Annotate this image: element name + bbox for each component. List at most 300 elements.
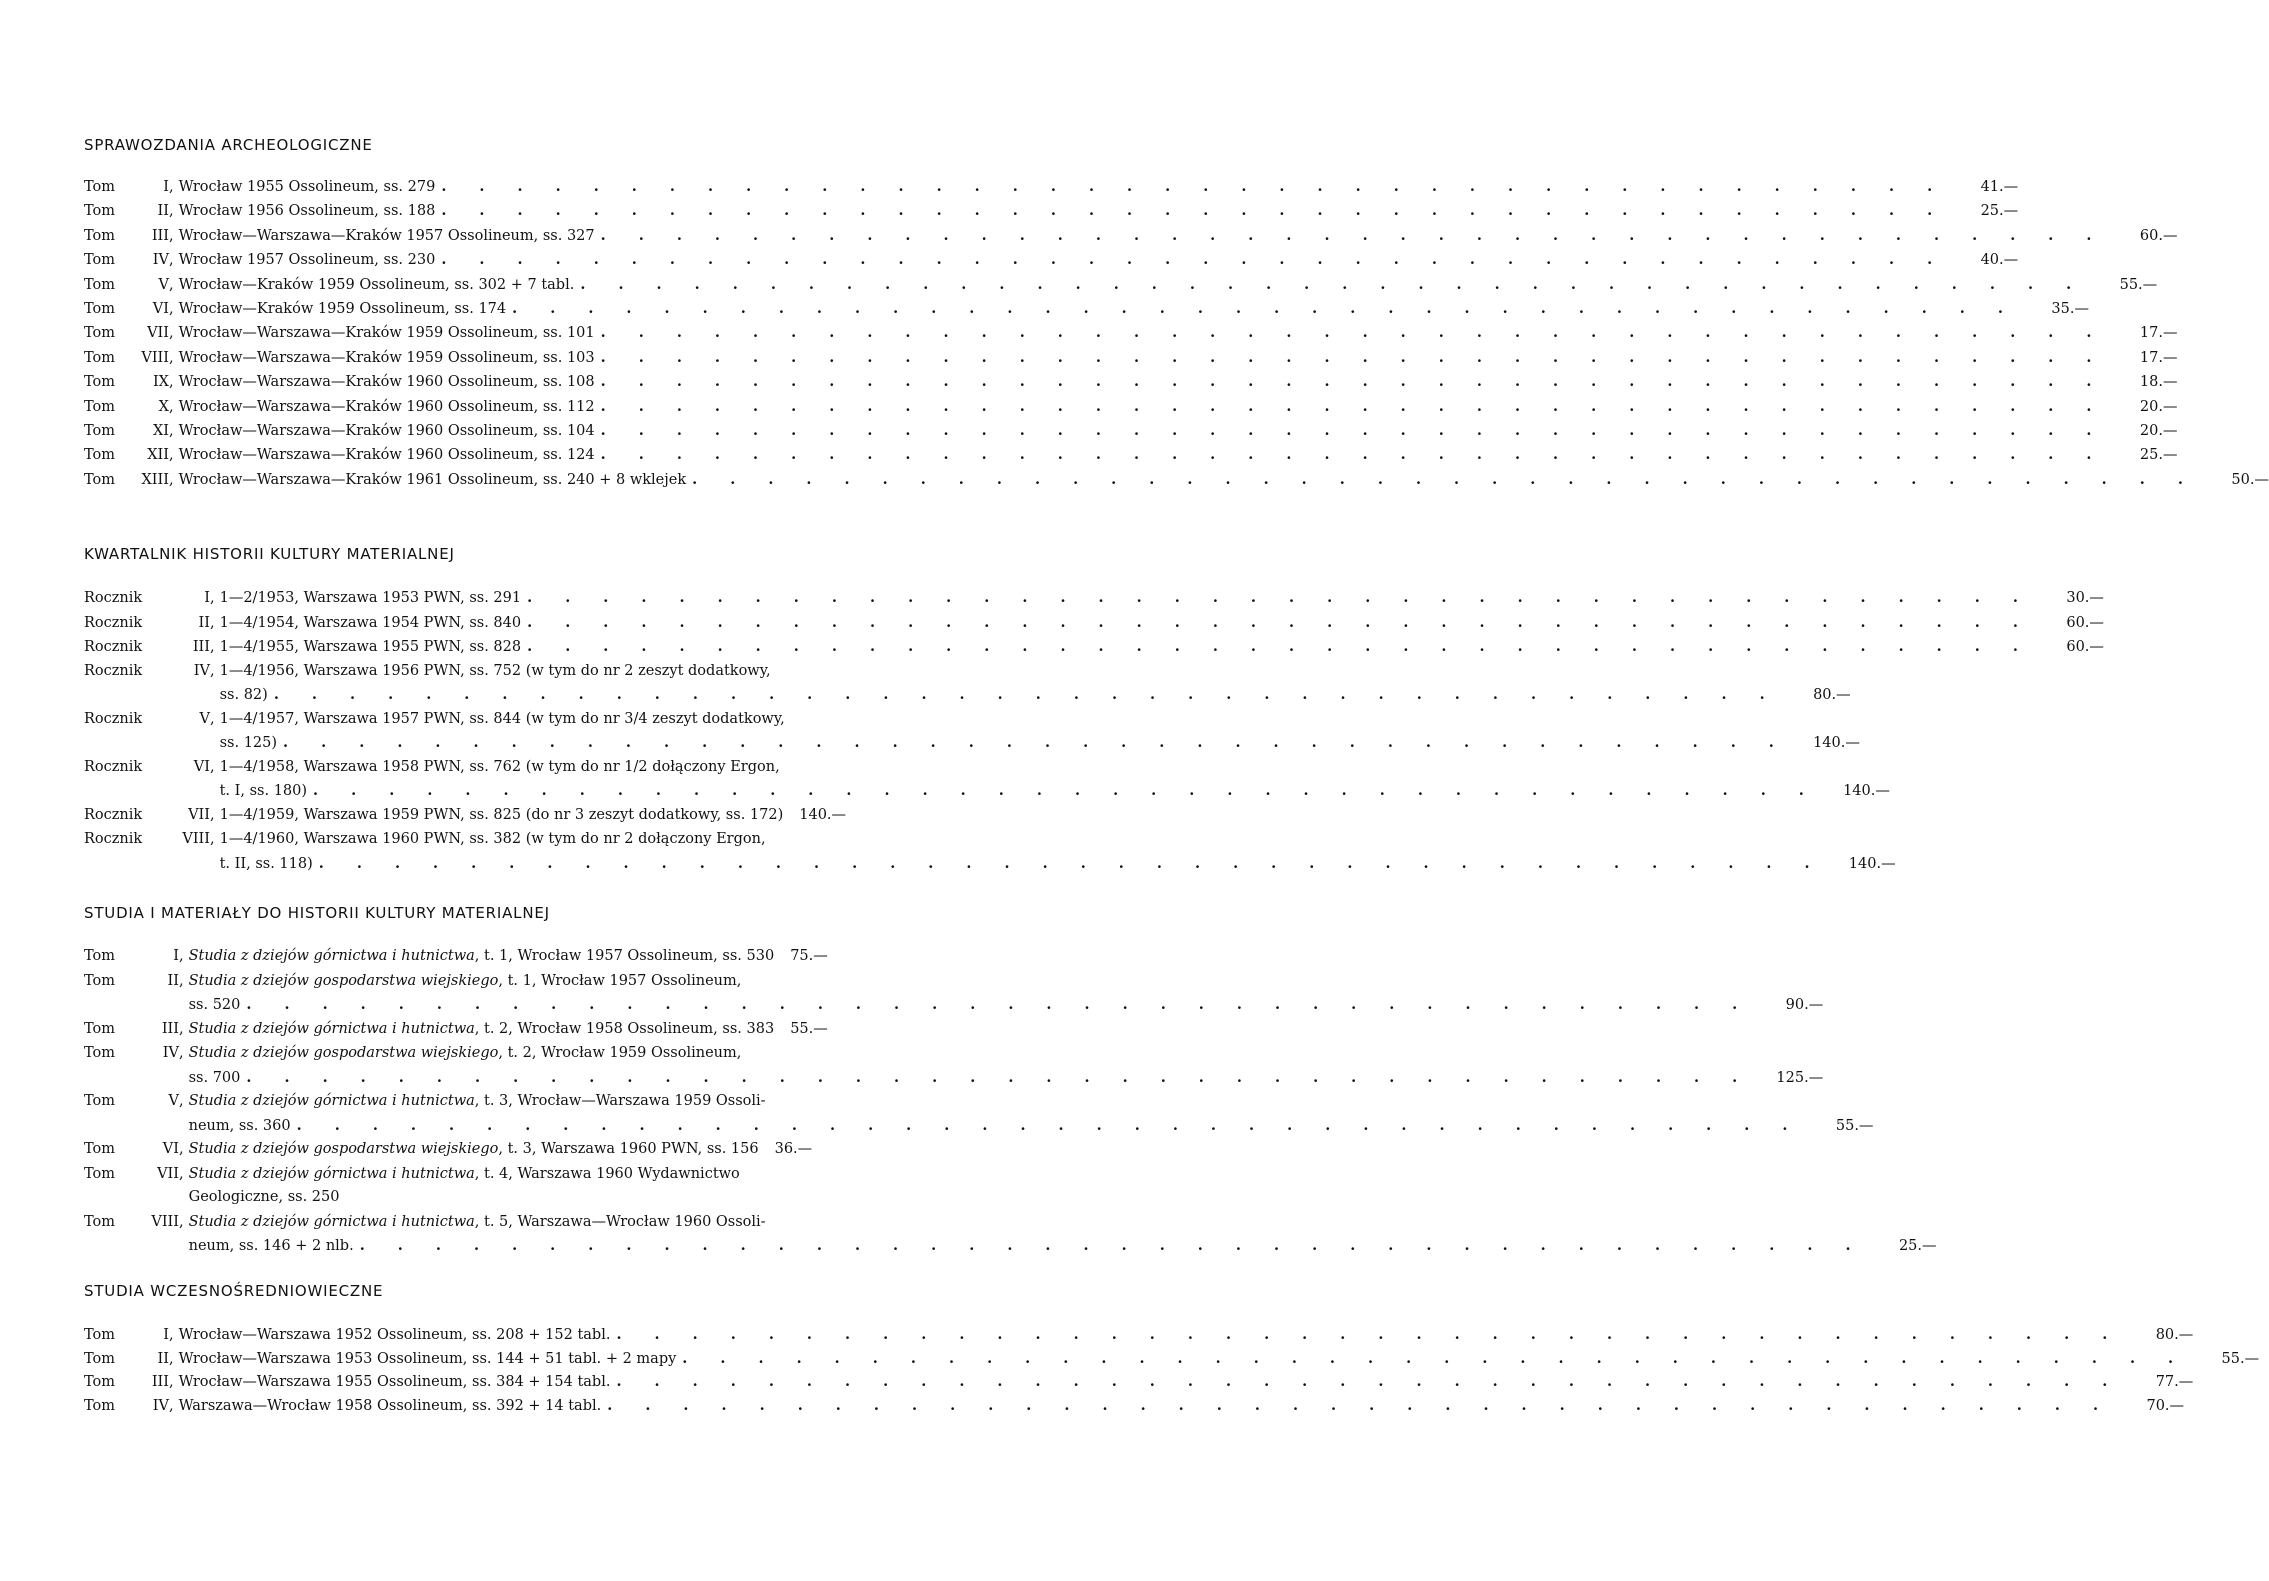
price: 125.— bbox=[1776, 1069, 1824, 1086]
leader-dots: . . . . . . . . . . . . . . . . . . . . . . . . . . . . . . . . . . . . . . . . bbox=[600, 226, 2106, 244]
entry-label: Tom bbox=[84, 300, 116, 317]
entry-text: ss. 125) bbox=[219, 735, 278, 751]
entry-list bbox=[84, 948, 1937, 1261]
catalog-entry bbox=[84, 807, 972, 831]
entry-line bbox=[220, 759, 972, 783]
entry-line bbox=[189, 948, 972, 972]
comma-separator: , bbox=[179, 1141, 184, 1157]
volume-number: V bbox=[199, 710, 210, 727]
volume-number: III bbox=[151, 1374, 169, 1390]
entry-label: Tom bbox=[84, 325, 116, 342]
volume-number: IV bbox=[162, 1045, 179, 1061]
entry-label: Rocznik bbox=[84, 590, 143, 606]
entry-label: Tom bbox=[84, 471, 116, 488]
entry-body bbox=[215, 831, 1896, 878]
comma-separator: , bbox=[169, 422, 174, 439]
entry-body bbox=[174, 446, 2178, 464]
entry-list bbox=[84, 1326, 2260, 1420]
price: 40.— bbox=[1980, 252, 2019, 269]
catalog-entry bbox=[84, 1373, 2194, 1397]
entry-label: Rocznik bbox=[84, 831, 143, 847]
comma-separator: , bbox=[179, 1093, 184, 1109]
entry-body bbox=[174, 373, 2178, 391]
volume-number: IV bbox=[152, 1397, 169, 1414]
volume-number: V bbox=[158, 276, 169, 293]
entry-text: Wrocław—Warszawa—Kraków 1960 Ossolineum, ss. 112 bbox=[178, 398, 595, 415]
entry-text: t. I, ss. 180) bbox=[219, 783, 308, 799]
entry-text: Wrocław 1956 Ossolineum, ss. 188 bbox=[178, 203, 436, 220]
catalog-entry bbox=[84, 446, 2178, 470]
volume-number: VII bbox=[157, 1165, 179, 1182]
comma-separator: , bbox=[169, 398, 174, 415]
leader-dots: . . . . . . . . . . . . . . . . . . . . . . . . . . . . . . . . . . . . . . . . bbox=[512, 299, 2017, 317]
price: 25.— bbox=[1980, 203, 2019, 220]
entry-line bbox=[178, 202, 2019, 220]
entry-body bbox=[174, 1326, 2194, 1350]
leader-dots: . . . . . . . . . . . . . . . . . . . . . . . . . . . . . . . . . . . . . . . . bbox=[441, 178, 1947, 195]
price: 50.— bbox=[2231, 471, 2269, 488]
entry-body bbox=[174, 348, 2178, 366]
comma-separator: , bbox=[210, 806, 215, 823]
entry-label: Rocznik bbox=[84, 758, 143, 775]
leader-dots: . . . . . . . . . . . . . . . . . . . . . . . . . . . . . . . . . . . . . . . . bbox=[313, 782, 1818, 799]
price: 36.— bbox=[774, 1141, 813, 1157]
entry-label: Rocznik bbox=[84, 710, 143, 727]
entry-text bbox=[189, 1045, 748, 1061]
entry-body bbox=[215, 662, 1851, 710]
entry-text bbox=[189, 1093, 772, 1109]
catalog-entry bbox=[84, 589, 2104, 613]
entry-text: 1—4/1954, Warszawa 1954 PWN, ss. 840 bbox=[219, 614, 522, 631]
volume-number: VI bbox=[162, 1141, 179, 1157]
price: 140.— bbox=[1848, 855, 1896, 872]
entry-body bbox=[215, 758, 1890, 806]
comma-separator: , bbox=[169, 1350, 174, 1367]
comma-separator: , bbox=[169, 349, 174, 366]
section-title: KWARTALNIK HISTORII KULTURY MATERIALNEJ bbox=[84, 545, 455, 563]
entry-body bbox=[215, 807, 972, 831]
entry-body bbox=[174, 397, 2178, 415]
entry-body bbox=[174, 202, 2019, 220]
entry-text: Wrocław 1955 Ossolineum, ss. 279 bbox=[178, 179, 436, 195]
entry-list bbox=[84, 178, 2269, 495]
comma-separator: , bbox=[169, 252, 174, 269]
price: 77.— bbox=[2155, 1374, 2194, 1390]
series-title: Studia z dziejów górnictwa i hutnictwa bbox=[188, 1213, 475, 1230]
volume-number: I bbox=[163, 1327, 169, 1343]
catalog-entry bbox=[84, 202, 2019, 226]
entry-text: 1—2/1953, Warszawa 1953 PWN, ss. 291 bbox=[219, 590, 522, 606]
entry-text: Wrocław—Warszawa—Kraków 1959 Ossolineum, ss. 101 bbox=[178, 325, 595, 342]
entry-line bbox=[189, 973, 972, 997]
catalog-entry bbox=[84, 470, 2269, 495]
entry-label: Tom bbox=[84, 1327, 116, 1343]
entry-text: Wrocław—Warszawa—Kraków 1961 Ossolineum, ss. 240 + 8 wklejek bbox=[178, 471, 687, 488]
catalog-entry bbox=[84, 1166, 972, 1213]
leader-dots: . . . . . . . . . . . . . . . . . . . . . . . . . . . . . . . . . . . . . . . . bbox=[600, 373, 2106, 391]
entry-details: , t. 2, Wrocław 1959 Ossolineum, bbox=[498, 1045, 742, 1061]
comma-separator: , bbox=[179, 972, 184, 989]
entry-body bbox=[184, 972, 1824, 1020]
section-title: SPRAWOZDANIA ARCHEOLOGICZNE bbox=[84, 136, 373, 154]
comma-separator: , bbox=[179, 1020, 184, 1037]
catalog-entry bbox=[84, 324, 2178, 348]
entry-line-continued bbox=[219, 686, 1851, 710]
entry-details: , t. 4, Warszawa 1960 Wydawnictwo bbox=[474, 1165, 740, 1182]
entry-line bbox=[178, 397, 2178, 415]
price: 30.— bbox=[2066, 590, 2104, 606]
entry-text: Wrocław—Warszawa—Kraków 1957 Ossolineum, ss. 327 bbox=[178, 227, 595, 244]
entry-line bbox=[178, 373, 2178, 391]
entry-text: neum, ss. 146 + 2 nlb. bbox=[188, 1238, 354, 1254]
leader-dots: . . . . . . . . . . . . . . . . . . . . . . . . . . . . . . . . . . . . . . . . bbox=[527, 638, 2032, 655]
volume-number: VIII bbox=[141, 349, 169, 366]
price: 60.— bbox=[2066, 614, 2104, 631]
catalog-entry bbox=[84, 348, 2178, 373]
entry-line-continued bbox=[219, 734, 1860, 758]
catalog-entry bbox=[84, 178, 2019, 202]
entry-body bbox=[174, 1373, 2194, 1397]
entry-line bbox=[189, 1093, 972, 1117]
entry-text: Wrocław—Warszawa—Kraków 1960 Ossolineum, ss. 104 bbox=[178, 422, 595, 439]
comma-separator: , bbox=[210, 758, 215, 775]
entry-line bbox=[220, 831, 972, 855]
volume-number: VIII bbox=[151, 1213, 179, 1230]
entry-text: ss. 82) bbox=[219, 687, 268, 703]
leader-dots: . . . . . . . . . . . . . . . . . . . . . . . . . . . . . . . . . . . . . . . . bbox=[607, 1396, 2113, 1414]
comma-separator: , bbox=[179, 1213, 184, 1230]
leader-dots: . . . . . . . . . . . . . . . . . . . . . . . . . . . . . . . . . . . . . . . . bbox=[246, 996, 1752, 1013]
leader-dots: . . . . . . . . . . . . . . . . . . . . . . . . . . . . . . . . . . . . . . . . bbox=[682, 1349, 2188, 1367]
entry-line bbox=[220, 711, 972, 735]
comma-separator: , bbox=[210, 662, 215, 679]
series-title: Studia z dziejów górnictwa i hutnictwa bbox=[188, 948, 475, 964]
entry-details: , t. 3, Wrocław—Warszawa 1959 Ossoli- bbox=[474, 1093, 766, 1109]
catalog-entry bbox=[84, 421, 2178, 446]
comma-separator: , bbox=[169, 276, 174, 293]
entry-text: 1—4/1955, Warszawa 1955 PWN, ss. 828 bbox=[219, 639, 522, 655]
entry-body bbox=[174, 1396, 2185, 1421]
leader-dots: . . . . . . . . . . . . . . . . . . . . . . . . . . . . . . . . . . . . . . . . bbox=[283, 734, 1788, 751]
entry-label: Rocznik bbox=[84, 806, 143, 823]
entry-text bbox=[189, 948, 781, 964]
price: 140.— bbox=[799, 806, 847, 823]
entry-text: Wrocław—Warszawa—Kraków 1960 Ossolineum, ss. 108 bbox=[178, 374, 595, 391]
catalog-entry bbox=[84, 397, 2178, 422]
volume-number: V bbox=[168, 1093, 179, 1109]
comma-separator: , bbox=[210, 614, 215, 631]
comma-separator: , bbox=[169, 374, 174, 391]
leader-dots: . . . . . . . . . . . . . . . . . . . . . . . . . . . . . . . . . . . . . . . . bbox=[318, 854, 1824, 872]
entry-line bbox=[189, 1045, 972, 1069]
catalog-entry bbox=[84, 638, 2104, 662]
price: 20.— bbox=[2139, 422, 2178, 439]
volume-number: II bbox=[157, 203, 169, 220]
entry-details: , t. 1, Wrocław 1957 Ossolineum, bbox=[498, 972, 742, 989]
entry-text: Wrocław—Kraków 1959 Ossolineum, ss. 302 + 7 tabl. bbox=[178, 276, 575, 293]
price: 80.— bbox=[2155, 1327, 2194, 1343]
entry-line bbox=[178, 1349, 2260, 1374]
entry-label: Tom bbox=[84, 179, 116, 195]
catalog-entry bbox=[84, 1396, 2185, 1421]
comma-separator: , bbox=[210, 831, 215, 847]
catalog-entry bbox=[84, 251, 2019, 275]
entry-line bbox=[219, 613, 2104, 638]
catalog-entry bbox=[84, 299, 2089, 324]
leader-dots: . . . . . . . . . . . . . . . . . . . . . . . . . . . . . . . . . . . . . . . . bbox=[616, 1326, 2122, 1343]
entry-body bbox=[184, 1141, 972, 1165]
entry-label: Tom bbox=[84, 349, 116, 366]
entry-body bbox=[184, 1093, 1874, 1140]
entry-label: Tom bbox=[84, 972, 116, 989]
entry-text: Warszawa—Wrocław 1958 Ossolineum, ss. 392 + 14 tabl. bbox=[178, 1397, 602, 1414]
volume-number: XII bbox=[147, 447, 169, 464]
entry-line bbox=[189, 1021, 972, 1045]
price: 80.— bbox=[1813, 687, 1851, 703]
volume-number: II bbox=[167, 972, 179, 989]
entry-line bbox=[178, 470, 2269, 488]
comma-separator: , bbox=[169, 203, 174, 220]
entry-body bbox=[174, 226, 2178, 244]
entry-text bbox=[189, 1166, 746, 1182]
entry-line bbox=[220, 663, 972, 687]
entry-label: Tom bbox=[84, 252, 116, 269]
entry-label: Tom bbox=[84, 1045, 116, 1061]
comma-separator: , bbox=[169, 1397, 174, 1414]
entry-line bbox=[178, 348, 2178, 366]
entry-body bbox=[174, 275, 2158, 293]
catalog-entry bbox=[84, 1021, 972, 1045]
catalog-entry bbox=[84, 1045, 1824, 1092]
entry-label: Rocznik bbox=[84, 662, 143, 679]
catalog-entry bbox=[84, 613, 2104, 638]
volume-number: III bbox=[151, 227, 169, 244]
comma-separator: , bbox=[179, 1045, 184, 1061]
price: 55.— bbox=[790, 1020, 828, 1037]
price: 60.— bbox=[2139, 227, 2178, 244]
entry-body bbox=[184, 948, 972, 972]
entry-body bbox=[184, 1021, 972, 1045]
series-title: Studia z dziejów gospodarstwa wiejskiego bbox=[188, 1141, 499, 1157]
price: 25.— bbox=[1898, 1238, 1937, 1254]
catalog-entry bbox=[84, 758, 1890, 806]
entry-label: Tom bbox=[84, 1213, 116, 1230]
catalog-entry bbox=[84, 1141, 972, 1165]
entry-details: , t. 5, Warszawa—Wrocław 1960 Ossoli- bbox=[474, 1213, 766, 1230]
entry-label: Rocznik bbox=[84, 614, 143, 631]
entry-text: neum, ss. 360 bbox=[188, 1117, 291, 1134]
leader-dots: . . . . . . . . . . . . . . . . . . . . . . . . . . . . . . . . . . . . . . . . bbox=[616, 1373, 2122, 1390]
comma-separator: , bbox=[169, 1327, 174, 1343]
volume-number: II bbox=[198, 614, 210, 631]
comma-separator: , bbox=[210, 639, 215, 655]
price: 17.— bbox=[2139, 325, 2178, 342]
entry-line bbox=[178, 226, 2178, 244]
entry-text: ss. 700 bbox=[188, 1069, 241, 1086]
entry-line bbox=[219, 589, 2104, 613]
price: 90.— bbox=[1785, 997, 1824, 1013]
catalog-entry bbox=[84, 710, 1860, 758]
volume-number: XIII bbox=[141, 471, 169, 488]
price: 55.— bbox=[1835, 1117, 1874, 1134]
volume-number: VI bbox=[152, 300, 169, 317]
volume-number: VII bbox=[188, 806, 210, 823]
price: 20.— bbox=[2139, 398, 2178, 415]
entry-body bbox=[184, 1045, 1824, 1092]
price: 41.— bbox=[1980, 179, 2019, 195]
entry-label: Tom bbox=[84, 447, 116, 464]
entry-text: ss. 520 bbox=[188, 997, 241, 1013]
entry-text: 1—4/1956, Warszawa 1956 PWN, ss. 752 (w tym do nr 2 zeszyt dodatkowy, bbox=[219, 662, 771, 679]
entry-label: Tom bbox=[84, 422, 116, 439]
entry-body bbox=[184, 1166, 972, 1213]
volume-number: X bbox=[158, 398, 169, 415]
entry-line bbox=[178, 324, 2178, 342]
volume-number: I bbox=[173, 948, 179, 964]
entry-body bbox=[184, 1213, 1937, 1261]
volume-number: VII bbox=[147, 325, 169, 342]
price: 25.— bbox=[2139, 447, 2178, 464]
entry-label: Tom bbox=[84, 1020, 116, 1037]
leader-dots: . . . . . . . . . . . . . . . . . . . . . . . . . . . . . . . . . . . . . . . . bbox=[600, 324, 2106, 342]
entry-label: Tom bbox=[84, 374, 116, 391]
section-title: STUDIA I MATERIAŁY DO HISTORII KULTURY MATERIALNEJ bbox=[84, 904, 550, 922]
comma-separator: , bbox=[169, 471, 174, 488]
entry-line bbox=[220, 807, 972, 831]
catalog-entry bbox=[84, 1093, 1874, 1140]
entry-body bbox=[215, 710, 1860, 758]
entry-body bbox=[215, 638, 2104, 662]
entry-line bbox=[178, 421, 2178, 439]
series-title: Studia z dziejów górnictwa i hutnictwa bbox=[188, 1165, 475, 1182]
leader-dots: . . . . . . . . . . . . . . . . . . . . . . . . . . . . . . . . . . . . . . . . bbox=[527, 613, 2032, 631]
comma-separator: , bbox=[169, 300, 174, 317]
entry-label: Tom bbox=[84, 1350, 116, 1367]
volume-number: III bbox=[192, 639, 210, 655]
entry-label: Tom bbox=[84, 398, 116, 415]
leader-dots: . . . . . . . . . . . . . . . . . . . . . . . . . . . . . . . . . . . . . . . . bbox=[600, 397, 2106, 415]
entry-line-continued bbox=[189, 1189, 972, 1213]
catalog-entry bbox=[84, 948, 972, 972]
entry-body bbox=[174, 421, 2178, 439]
section-studia-wczesnosredniowieczne bbox=[84, 1282, 2260, 1420]
entry-line-continued bbox=[219, 782, 1890, 806]
entry-body bbox=[174, 1349, 2260, 1374]
price: 140.— bbox=[1813, 735, 1860, 751]
entry-text: t. II, ss. 118) bbox=[219, 855, 313, 872]
entry-line-continued bbox=[188, 1237, 1937, 1261]
series-title: Studia z dziejów gospodarstwa wiejskiego bbox=[188, 1045, 499, 1061]
volume-number: IV bbox=[152, 252, 169, 269]
entry-body bbox=[215, 613, 2104, 638]
series-title: Studia z dziejów górnictwa i hutnictwa bbox=[188, 1093, 475, 1109]
catalog-entry bbox=[84, 226, 2178, 251]
catalog-entry bbox=[84, 1213, 1937, 1261]
series-title: Studia z dziejów górnictwa i hutnictwa bbox=[188, 1020, 475, 1037]
entry-text: Wrocław—Kraków 1959 Ossolineum, ss. 174 bbox=[178, 300, 507, 317]
entry-text bbox=[189, 1021, 781, 1037]
price: 75.— bbox=[790, 948, 828, 964]
entry-text: Wrocław 1957 Ossolineum, ss. 230 bbox=[178, 252, 436, 269]
price: 18.— bbox=[2139, 374, 2178, 391]
entry-text bbox=[189, 1141, 765, 1157]
entry-line bbox=[189, 1214, 972, 1238]
entry-line bbox=[178, 446, 2178, 464]
entry-label: Tom bbox=[84, 1374, 116, 1390]
entry-line bbox=[219, 638, 2104, 662]
price: 55.— bbox=[2221, 1350, 2260, 1367]
entry-line-continued bbox=[188, 1116, 1874, 1141]
entry-body bbox=[215, 589, 2104, 613]
entry-text: 1—4/1960, Warszawa 1960 PWN, ss. 382 (w tym do nr 2 dołączony Ergon, bbox=[219, 831, 766, 847]
entry-text: 1—4/1958, Warszawa 1958 PWN, ss. 762 (w tym do nr 1/2 dołączony Ergon, bbox=[219, 758, 780, 775]
volume-number: I bbox=[163, 179, 169, 195]
volume-number: IX bbox=[152, 374, 169, 391]
entry-text: 1—4/1957, Warszawa 1957 PWN, ss. 844 (w tym do nr 3/4 zeszyt dodatkowy, bbox=[219, 710, 785, 727]
entry-details: , t. 1, Wrocław 1957 Ossolineum, ss. 530 bbox=[474, 948, 775, 964]
catalog-entry bbox=[84, 662, 1851, 710]
leader-dots: . . . . . . . . . . . . . . . . . . . . . . . . . . . . . . . . . . . . . . . . bbox=[246, 1068, 1752, 1086]
entry-line bbox=[178, 251, 2019, 269]
comma-separator: , bbox=[210, 590, 215, 606]
entry-details: , t. 2, Wrocław 1958 Ossolineum, ss. 383 bbox=[474, 1020, 775, 1037]
section-studia-materialy bbox=[84, 904, 1937, 1262]
leader-dots: . . . . . . . . . . . . . . . . . . . . . . . . . . . . . . . . . . . . . . . . bbox=[273, 686, 1779, 703]
entry-text: 1—4/1959, Warszawa 1959 PWN, ss. 825 (do nr 3 zeszyt dodatkowy, ss. 172) bbox=[219, 806, 784, 823]
entry-text bbox=[189, 1214, 772, 1230]
volume-number: VIII bbox=[182, 831, 210, 847]
entry-label: Tom bbox=[84, 1093, 116, 1109]
entry-label: Tom bbox=[84, 1165, 116, 1182]
leader-dots: . . . . . . . . . . . . . . . . . . . . . . . . . . . . . . . . . . . . . . . . bbox=[580, 275, 2086, 293]
entry-line-continued bbox=[188, 996, 1824, 1020]
entry-label: Tom bbox=[84, 276, 116, 293]
price: 60.— bbox=[2066, 639, 2104, 655]
series-title: Studia z dziejów gospodarstwa wiejskiego bbox=[188, 972, 499, 989]
price: 140.— bbox=[1843, 783, 1890, 799]
entry-line bbox=[178, 1373, 2194, 1397]
catalog-entry bbox=[84, 831, 1896, 878]
section-sprawozdania bbox=[84, 136, 2269, 495]
entry-label: Tom bbox=[84, 1141, 116, 1157]
leader-dots: . . . . . . . . . . . . . . . . . . . . . . . . . . . . . . . . . . . . . . . . bbox=[296, 1116, 1802, 1134]
entry-line bbox=[178, 178, 2019, 195]
leader-dots: . . . . . . . . . . . . . . . . . . . . . . . . . . . . . . . . . . . . . . . . bbox=[600, 446, 2106, 464]
volume-number: XI bbox=[152, 422, 169, 439]
entry-line bbox=[178, 299, 2089, 317]
section-title: STUDIA WCZESNOŚREDNIOWIECZNE bbox=[84, 1282, 384, 1300]
entry-label: Rocznik bbox=[84, 639, 143, 655]
entry-body bbox=[174, 178, 2019, 195]
entry-details: , t. 3, Warszawa 1960 PWN, ss. 156 bbox=[498, 1141, 759, 1157]
entry-label: Tom bbox=[84, 227, 116, 244]
entry-body bbox=[174, 299, 2089, 317]
leader-dots: . . . . . . . . . . . . . . . . . . . . . . . . . . . . . . . . . . . . . . . . bbox=[527, 589, 2032, 606]
volume-number: I bbox=[204, 590, 210, 606]
entry-list bbox=[84, 589, 2104, 878]
entry-line bbox=[178, 275, 2158, 293]
entry-body bbox=[174, 470, 2269, 488]
price: 55.— bbox=[2119, 276, 2158, 293]
leader-dots: . . . . . . . . . . . . . . . . . . . . . . . . . . . . . . . . . . . . . . . . bbox=[600, 348, 2106, 366]
entry-text: Wrocław—Warszawa—Kraków 1960 Ossolineum, ss. 124 bbox=[178, 447, 595, 464]
leader-dots: . . . . . . . . . . . . . . . . . . . . . . . . . . . . . . . . . . . . . . . . bbox=[600, 421, 2106, 439]
entry-label: Tom bbox=[84, 1397, 116, 1414]
entry-text: Wrocław—Warszawa 1952 Ossolineum, ss. 208 + 152 tabl. bbox=[178, 1327, 611, 1343]
entry-line bbox=[189, 1141, 972, 1165]
catalog-entry bbox=[84, 373, 2178, 397]
volume-number: II bbox=[157, 1350, 169, 1367]
